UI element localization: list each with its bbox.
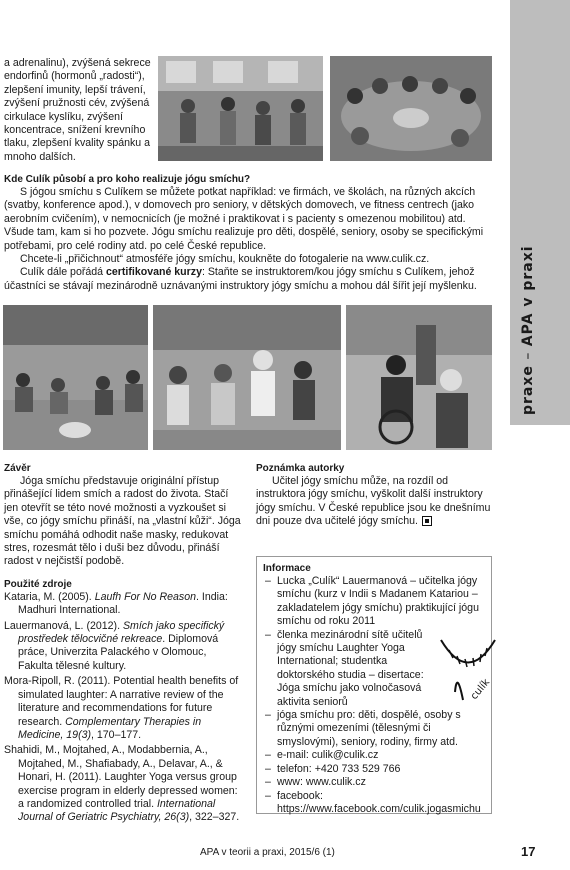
reference-item: Shahidi, M., Mojtahed, A., Modabbernia, A., Mojtahed, M., Shafiabady, A., Delavar, A., & Honari, H. (2011). Laughter Yoga versus group exercise program in elderly depressed women: a randomized controlled trial. International Journal of Geriatric Psychiatry, 26(3), 322–327.	[4, 744, 240, 824]
reference-item: Mora-Ripoll, R. (2011). Potential health benefits of simulated laughter: A narrative review of the literature and recommendations for future research. Complementary Therapies in Medicine, 19(3), 170–177.	[4, 675, 239, 741]
note-text: Učitel jógy smíchu může, na rozdíl od instruktora jógy smíchu, vyškolit další instruktory jógy smíchu. V České republice jsou ke dnešnímu dni pouze dva učitelé jógy smíchu.	[256, 475, 491, 528]
references-heading: Použité zdroje	[4, 578, 72, 590]
info-item: – Lucka „Culík“ Lauermanová – učitelka jógy smíchu (kurz v Indii s Madanem Katariou – zakladatelem jógy smíchu) praktikující jógu smíchu od roku 2011	[263, 575, 485, 629]
info-item: – jóga smíchu pro: děti, dospělé, osoby s různými omezeními (tělesnými či smyslovými), seniory, rodiny, firmy atd.	[263, 709, 485, 749]
info-phone: – telefon: +420 733 529 766	[263, 763, 485, 776]
where-section	[4, 174, 490, 293]
culik-logo	[435, 630, 501, 710]
where-paragraph-1: S jógou smíchu s Culíkem se můžete potkat například: ve firmách, ve školách, na různých akcích (svatby, konference apod.), v domovech pro seniory, v dětských domovech, ve fitness centrech (jako aerobním cvičením), v nemocnicích (je možné i praktikovat i s pacienty s omezenou mobilitou) atd. Všude tam, kam si ho pozvete. Jógu smíchu realizuje pro děti, dospělé, seniory, osoby se specifickými potřebami, pro celé rodiny atd. po celé České republice.	[4, 186, 484, 252]
journal-footer: APA v teorii a praxi, 2015/6 (1)	[200, 847, 335, 858]
intro-text: a adrenalinu), zvýšená sekrece endorfinů (hormonů „radosti“), zlepšení imunity, lepší trávení, zvýšení pružnosti cév, zvýšená cirkulace kyslíku, zvýšení koncentrace, snížení krevního tlaku, zlepšení kvality spánku a mnoho dalších.	[4, 57, 151, 163]
reference-item: Lauermanová, L. (2012). Smích jako specifický prostředek tělocvičné rekreace. Diplomová práce, Univerzita Palackého v Olomouc, Fakulta tělesné kultury.	[4, 619, 225, 672]
info-heading: Informace	[263, 563, 311, 574]
conclusion-text: Jóga smíchu představuje originální přístup přinášející lidem smích a radost do života. Stačí jen otevřít se této nové možnosti a vyzkoušet si vše, co jógy smíchu přináší, na „vlastní kůži“. Jóga smíchu pomáhá odhodit naše masky, redukovat stres, rozesmát tělo i duši bez důvodu, přináší radost v nejčistší podobě.	[4, 475, 241, 568]
section-label: praxe – APA v praxi	[520, 245, 536, 415]
info-item: – členka mezinárodní sítě učitelů jógy smíchu Laughter Yoga International; studentka doktorského studia – disertace: Jóga smíchu jako volnočasová aktivita seniorů	[263, 629, 485, 709]
photo-group-circle	[330, 56, 492, 161]
photo-children-playing	[158, 56, 323, 161]
logo-text: culík	[468, 677, 493, 702]
note-heading: Poznámka autorky	[256, 463, 345, 474]
conclusion-heading: Závěr	[4, 463, 31, 474]
note-column	[256, 463, 492, 529]
where-paragraph-2: Chcete-li „přičichnout“ atmosféře jógy smíchu, koukněte do fotogalerie na www.culik.cz.	[20, 253, 430, 266]
where-heading: Kde Culík působí a pro koho realizuje jógu smíchu?	[4, 174, 251, 185]
photo-outdoor-group	[3, 305, 148, 450]
end-mark-icon	[422, 516, 432, 526]
info-email: – e-mail: culik@culik.cz	[263, 749, 485, 762]
reference-list	[4, 591, 244, 825]
photo-seniors-seated	[153, 305, 341, 450]
info-facebook: – facebook: https://www.facebook.com/culik.jogasmichu	[263, 790, 485, 817]
photo-wheelchair-session	[346, 305, 492, 450]
info-web: – www: www.culik.cz	[263, 776, 485, 789]
reference-item: Kataria, M. (2005). Laufh For No Reason. India: Madhuri International.	[4, 590, 228, 617]
left-column	[4, 463, 244, 827]
page-number: 17	[521, 844, 536, 859]
where-paragraph-3: Culík dále pořádá certifikované kurzy: Staňte se instruktorem/kou jógy smíchu s Culíkem, jehož účastníci se stávají mezinárodně uznávanými instruktory jógy smíchu a mohou dál šířit její myšlenku.	[4, 266, 477, 292]
